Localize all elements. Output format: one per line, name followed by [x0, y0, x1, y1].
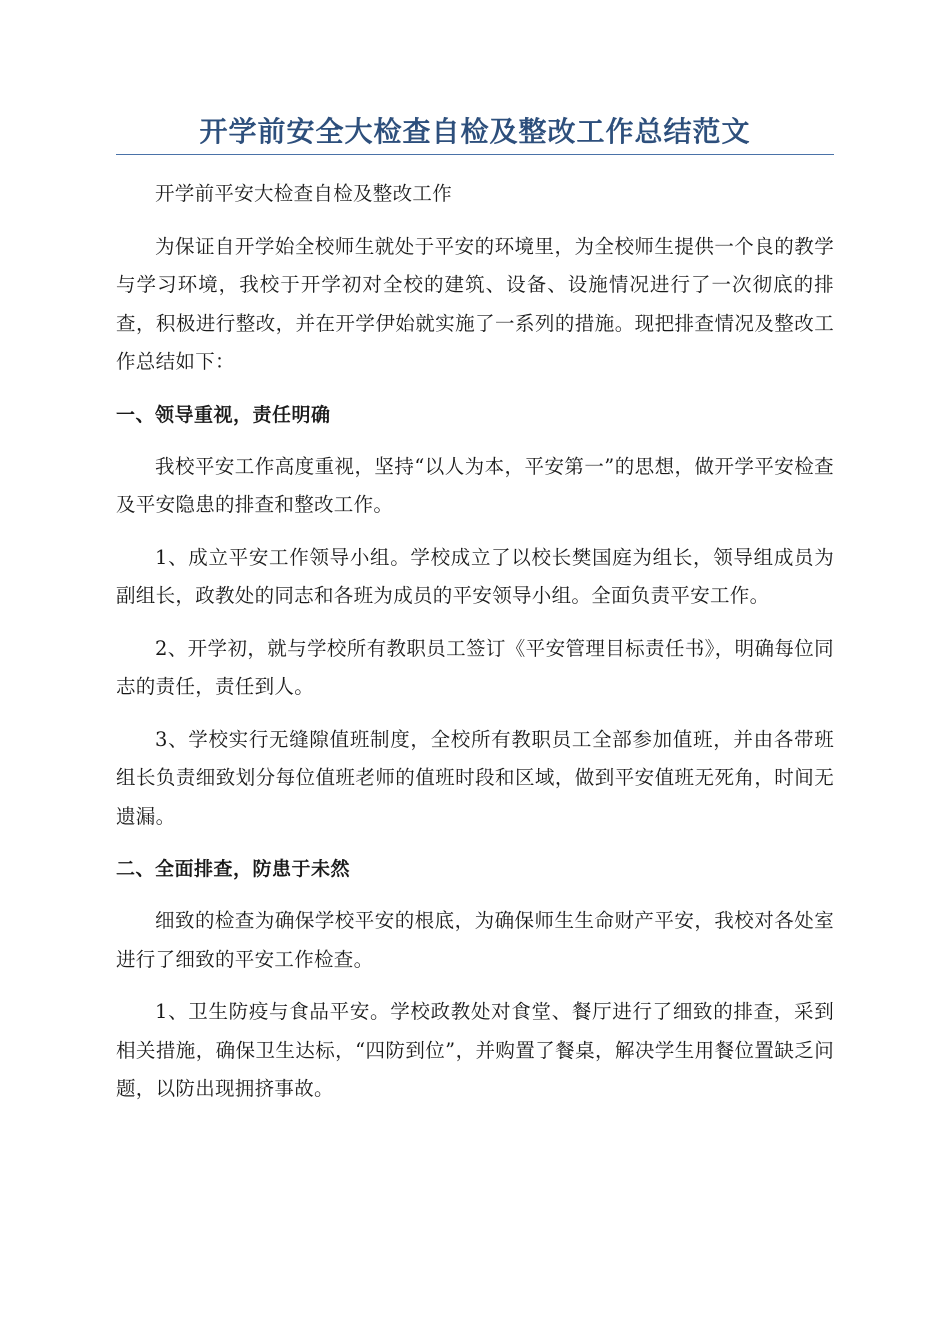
- document-page: [116, 112, 834, 1123]
- paragraph-section1-item2: 2、开学初，就与学校所有教职员工签订《平安管理目标责任书》，明确每位同志的责任，责任到人。: [116, 636, 834, 698]
- paragraph-subtitle: 开学前平安大检查自检及整改工作: [155, 182, 453, 205]
- section-heading-2: 二、全面排查，防患于未然: [116, 858, 351, 880]
- document-title: 开学前安全大检查自检及整改工作总结范文: [199, 115, 751, 148]
- title-underline: [116, 154, 834, 155]
- paragraph-section2-intro: 细致的检查为确保学校平安的根底，为确保师生生命财产平安，我校对各处室进行了细致的平安工作检查。: [116, 909, 834, 971]
- paragraph-intro: 为保证自开学始全校师生就处于平安的环境里，为全校师生提供一个良的教学与学习环境，我校于开学初对全校的建筑、设备、设施情况进行了一次彻底的排查，积极进行整改，并在开学伊始就实施了一系列的措施。现把排查情况及整改工作总结如下：: [116, 234, 834, 373]
- paragraph-section1-intro: 我校平安工作高度重视，坚持“以人为本，平安第一”的思想，做开学平安检查及平安隐患的排查和整改工作。: [116, 454, 834, 516]
- paragraph-section1-item1: 1、成立平安工作领导小组。学校成立了以校长樊国庭为组长，领导组成员为副组长，政教处的同志和各班为成员的平安领导小组。全面负责平安工作。: [116, 545, 834, 607]
- paragraph-section1-item3: 3、学校实行无缝隙值班制度，全校所有教职员工全部参加值班，并由各带班组长负责细致划分每位值班老师的值班时段和区域，做到平安值班无死角，时间无遗漏。: [116, 727, 834, 828]
- section-heading-1: 一、领导重视，责任明确: [116, 403, 331, 426]
- paragraph-section2-item1: 1、卫生防疫与食品平安。学校政教处对食堂、餐厅进行了细致的排查，采到相关措施，确保卫生达标，“四防到位”，并购置了餐桌，解决学生用餐位置缺乏问题，以防出现拥挤事故。: [116, 1000, 834, 1100]
